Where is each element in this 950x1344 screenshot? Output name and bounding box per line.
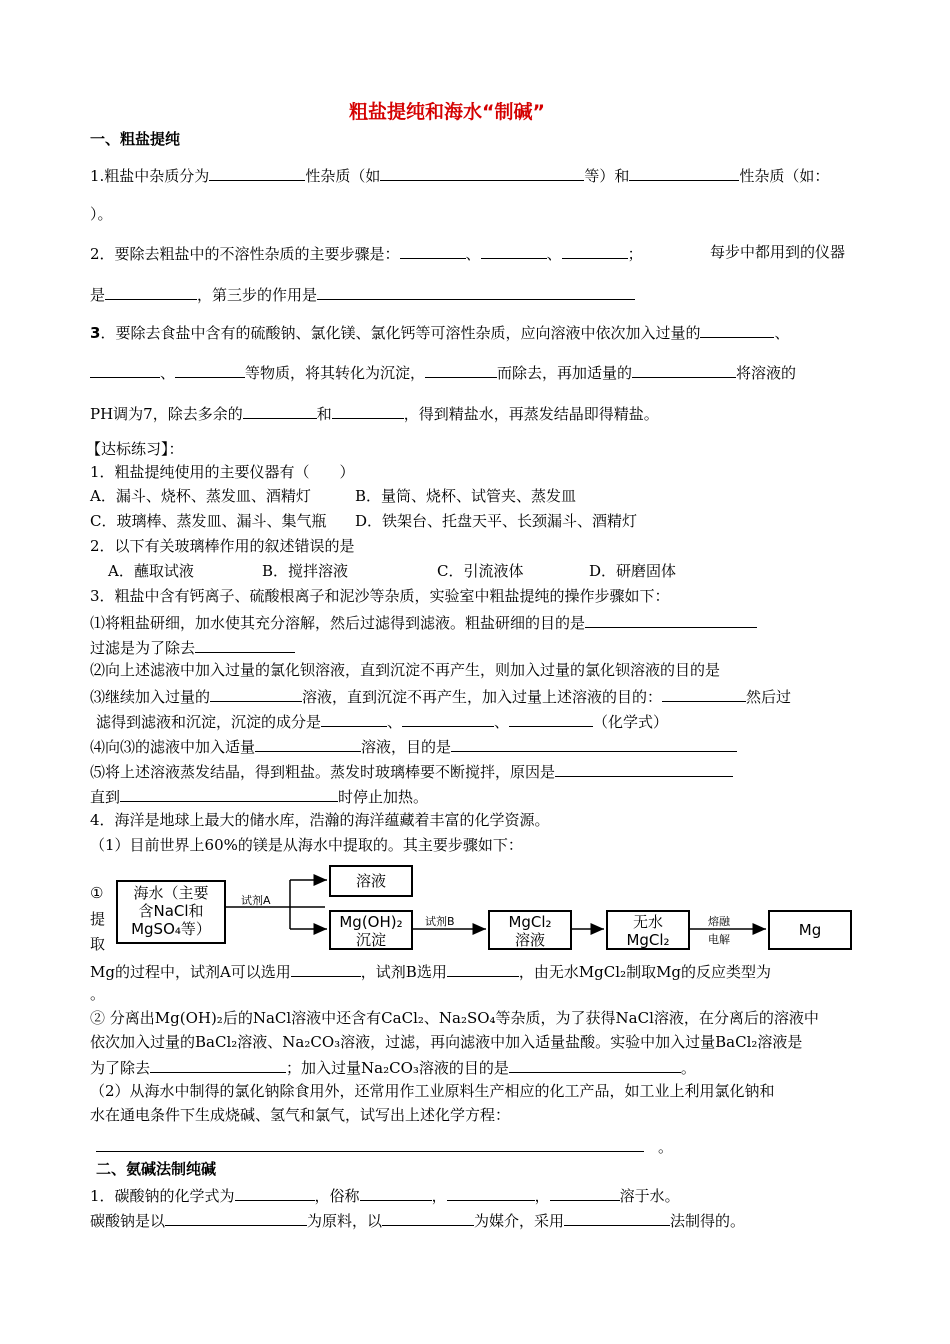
step-5-text-c: 时停止加热。	[338, 788, 429, 806]
box-anhydrous-mgcl2	[606, 910, 690, 950]
option-b: B．搅拌溶液	[262, 562, 349, 580]
q3-text-h: ，得到精盐水，再蒸发结晶即得精盐。	[403, 405, 659, 423]
blank[interactable]	[360, 1185, 432, 1201]
q3-text-c: 等物质，将其转化为沉淀，	[245, 364, 426, 382]
box-anhydrous-line1: 无水	[632, 913, 663, 931]
step-1b-text: 过滤是为了除去	[90, 639, 196, 657]
q4-2-line1: （2）从海水中制得的氯化钠除食用外，还常用作工业原料生产相应的化工产品，如工业上利用氯化钠和	[90, 1082, 775, 1100]
blank[interactable]	[150, 1057, 286, 1073]
label-reagent-b: 试剂B	[425, 915, 455, 928]
mg-text-3: ，由无水MgCl₂制取Mg的反应类型为	[518, 963, 772, 981]
mg-text-2: ，试剂B选用	[360, 963, 447, 981]
step-3-text-g: （化学式）	[593, 713, 669, 731]
blank[interactable]	[550, 1185, 620, 1201]
na-text-h: 为媒介，采用	[474, 1212, 565, 1230]
practice-q1: 1．粗盐提纯使用的主要仪器有（ ）	[90, 463, 355, 481]
na-text-i: 法制得的。	[670, 1212, 746, 1230]
box-mgoh2	[329, 910, 413, 950]
na-sep: ，	[534, 1187, 550, 1205]
q1-text-b: 性杂质（如	[305, 167, 381, 185]
box-mgcl2-line1: MgCl₂	[508, 913, 552, 931]
box-mgoh2-line1: Mg(OH)₂	[339, 913, 403, 931]
option-c: C．引流液体	[437, 562, 524, 580]
blank[interactable]	[165, 1210, 307, 1226]
box-mgcl2-solution	[488, 910, 572, 950]
na-text-f: 碳酸钠是以	[90, 1212, 166, 1230]
q3-number: 3	[90, 324, 101, 342]
na-sep: ，	[431, 1187, 447, 1205]
box-anhydrous-line2: MgCl₂	[626, 931, 670, 949]
step-3-text-c: 然后过	[746, 688, 792, 706]
q3-text-b: 、	[160, 364, 176, 382]
q1-end: ）。	[90, 205, 113, 223]
box-mgcl2-line2: 溶液	[514, 931, 545, 949]
q2-end: ；	[627, 245, 643, 263]
option-b: B．量筒、烧杯、试管夹、蒸发皿	[355, 487, 577, 505]
circled-2-line2: 依次加入过量的BaCl₂溶液、Na₂CO₃溶液，过滤，再向滤液中加入适量盐酸。实验中加入过量BaCl₂溶液是	[90, 1033, 803, 1051]
step-2: ⑵向上述滤液中加入过量的氯化钡溶液，直到沉淀不再产生，则加入过量的氯化钡溶液的目的是	[90, 661, 721, 679]
step-3-text-d: 滤得到滤液和沉淀，沉淀的成分是	[96, 713, 322, 731]
option-c: C．玻璃棒、蒸发皿、漏斗、集气瓶	[90, 512, 327, 530]
step-3-text-a: ⑶继续加入过量的	[90, 688, 211, 706]
label-melt: 熔融	[708, 915, 730, 928]
char-qu: 取	[90, 935, 106, 953]
q3-text-g: 和	[316, 405, 332, 423]
label-electrolysis: 电解	[708, 933, 730, 946]
blank[interactable]	[235, 1185, 315, 1201]
equation-end: 。	[658, 1138, 674, 1156]
practice-q4: 4．海洋是地球上最大的储水库，浩瀚的海洋蕴藏着丰富的化学资源。	[90, 811, 550, 829]
char-ti: 提	[90, 910, 106, 928]
practice-header: 【达标练习】：	[86, 440, 184, 458]
na-text-a: 1．碳酸钠的化学式为	[90, 1187, 235, 1205]
c7-text-a: 为了除去	[90, 1059, 151, 1077]
step-5-text-b: 直到	[90, 788, 121, 806]
step-4-text-b: 溶液，目的是	[361, 738, 452, 756]
option-a: A．漏斗、烧杯、蒸发皿、酒精灯	[90, 487, 311, 505]
blank[interactable]	[509, 1057, 681, 1073]
q2-sep: 、	[465, 245, 481, 263]
q1-text-c: 等）和	[584, 167, 630, 185]
box-seawater-line3: MgSO₄等）	[131, 920, 211, 938]
practice-q4-1: （1）目前世界上60%的镁是从海水中提取的。其主要步骤如下：	[90, 836, 523, 854]
section-heading-2: 二、氨碱法制纯碱	[96, 1160, 217, 1178]
practice-q3: 3．粗盐中含有钙离子、硫酸根离子和泥沙等杂质，实验室中粗盐提纯的操作步骤如下：	[90, 587, 670, 605]
step-1-text: ⑴将粗盐研细，加水使其充分溶解，然后过滤得到滤液。粗盐研细的目的是	[90, 614, 586, 632]
q4-2-line2: 水在通电条件下生成烧碱、氢气和氯气，试写出上述化学方程：	[90, 1106, 511, 1124]
na-line1	[90, 1185, 680, 1205]
blank[interactable]	[96, 1136, 644, 1152]
c7-text-c: 。	[680, 1059, 696, 1077]
step-3-sep: 、	[494, 713, 510, 731]
box-seawater	[116, 880, 226, 944]
blank[interactable]	[291, 961, 361, 977]
c7-text-b: ；加入过量Na₂CO₃溶液的目的是	[286, 1059, 509, 1077]
q3-text-e: 将溶液的	[736, 364, 797, 382]
mg-line	[90, 961, 771, 981]
q3-text-f: PH调为7，除去多余的	[90, 405, 243, 423]
equation-line	[96, 1136, 673, 1156]
step-5-text-a: ⑸将上述溶液蒸发结晶，得到粗盐。蒸发时玻璃棒要不断搅拌，原因是	[90, 763, 556, 781]
practice-q2: 2．以下有关玻璃棒作用的叙述错误的是	[90, 537, 355, 555]
option-d: D．铁架台、托盘天平、长颈漏斗、酒精灯	[355, 512, 638, 530]
step-4-text-a: ⑷向⑶的滤液中加入适量	[90, 738, 256, 756]
circled-1: ①	[90, 884, 104, 902]
blank[interactable]	[447, 1185, 535, 1201]
na-text-g: 为原料，以	[307, 1212, 383, 1230]
blank[interactable]	[564, 1210, 670, 1226]
mg-text-1: Mg的过程中，试剂A可以选用	[90, 963, 291, 981]
q3-text-d: 而除去，再加适量的	[497, 364, 633, 382]
q2-text-c: 是	[90, 286, 106, 304]
step-3-text-b: 溶液，直到沉淀不再产生，加入过量上述溶液的目的：	[302, 688, 663, 706]
q2-text-d: ，第三步的作用是	[197, 286, 318, 304]
circled-2-line3	[90, 1057, 696, 1077]
option-d: D．研磨固体	[589, 562, 677, 580]
na-text-e: 溶于水。	[619, 1187, 680, 1205]
box-seawater-line2: 含NaCl和	[138, 902, 204, 920]
label-reagent-a: 试剂A	[241, 894, 271, 907]
q3-text-a: ．要除去食盐中含有的硫酸钠、氯化镁、氯化钙等可溶性杂质，应向溶液中依次加入过量的	[100, 324, 701, 342]
section-heading-1: 一、粗盐提纯	[90, 130, 181, 148]
na-line2	[90, 1210, 745, 1230]
step-3-sep: 、	[387, 713, 403, 731]
q2-sep: 、	[546, 245, 562, 263]
box-mgoh2-line2: 沉淀	[355, 931, 386, 949]
mg-end: 。	[90, 985, 106, 1003]
circled-2-line: ② 分离出Mg(OH)₂后的NaCl溶液中还含有CaCl₂、Na₂SO₄等杂质，为了获得NaCl溶液，在分离后的溶液中	[90, 1009, 819, 1027]
q1-text-a: 1.粗盐中杂质分为	[90, 167, 210, 185]
q3-sep: 、	[774, 324, 790, 342]
option-a: A．蘸取试液	[108, 562, 194, 580]
q2-text-b: 每步中都用到的仪器	[710, 243, 846, 261]
box-mg: Mg	[768, 910, 852, 950]
blank[interactable]	[447, 961, 519, 977]
box-solution: 溶液	[329, 865, 413, 897]
q2-text-a: 2．要除去粗盐中的不溶性杂质的主要步骤是：	[90, 245, 400, 263]
page-title: 粗盐提纯和海水“制碱”	[349, 101, 545, 123]
blank[interactable]	[382, 1210, 474, 1226]
box-seawater-line1: 海水（主要	[133, 884, 209, 902]
na-text-b: ，俗称	[314, 1187, 360, 1205]
q1-text-d: 性杂质（如：	[739, 167, 830, 185]
